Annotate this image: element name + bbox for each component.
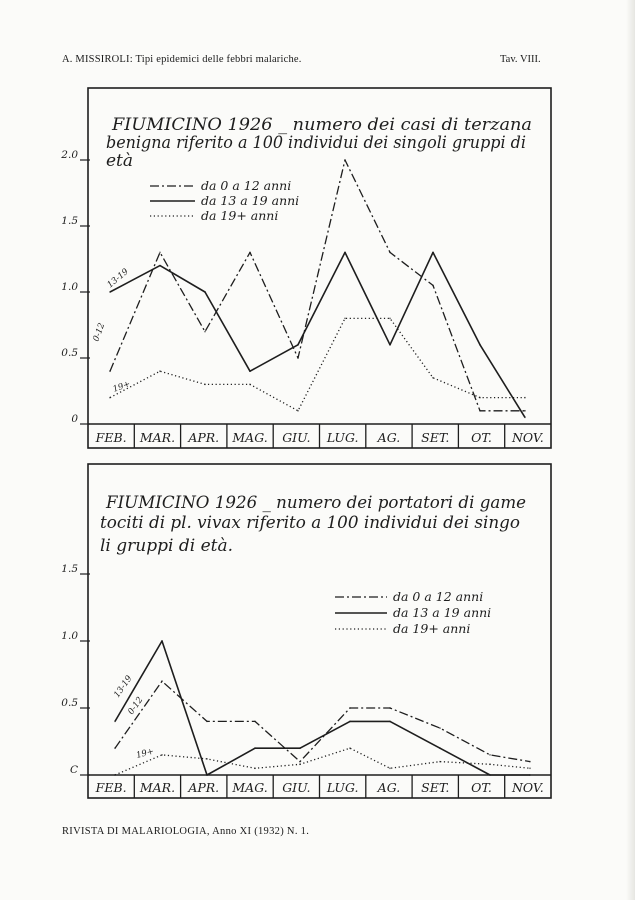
chart-title-line: tociti di pl. vivax riferito a 100 individui dei singo xyxy=(100,513,520,533)
data-point-19+ xyxy=(254,767,256,769)
x-tick-label: MAR. xyxy=(139,780,176,795)
x-tick-label: LUG. xyxy=(326,780,359,795)
x-tick-label: NOV. xyxy=(511,430,544,445)
data-point-0-12 xyxy=(299,761,301,763)
chart-title-line: FIUMICINO 1926 _ numero dei portatori di game xyxy=(105,493,527,513)
data-point-19+ xyxy=(489,763,491,765)
x-tick-label: APR. xyxy=(188,430,220,445)
x-tick-label: SET. xyxy=(421,430,450,445)
data-point-13-19 xyxy=(389,721,391,723)
data-point-13-19 xyxy=(439,747,441,749)
data-point-0-12 xyxy=(439,727,441,729)
x-tick-label: AG. xyxy=(377,780,401,795)
x-tick-label: FEB. xyxy=(95,780,127,795)
y-tick-label: 1.0 xyxy=(61,281,78,293)
y-tick-label: 0 xyxy=(71,413,78,425)
x-tick-label: OT. xyxy=(471,430,492,445)
data-point-13-19 xyxy=(161,640,163,642)
x-tick-label: FEB. xyxy=(95,430,127,445)
data-point-13-19 xyxy=(299,747,301,749)
page-edge-shadow xyxy=(626,0,635,900)
y-tick-label: 1.5 xyxy=(61,563,78,575)
running-header: A. MISSIROLI: Tipi epidemici delle febbri malariche. xyxy=(62,54,302,65)
x-tick-label: NOV. xyxy=(511,780,544,795)
legend-label: da 19+ anni xyxy=(393,621,471,636)
data-point-13-19 xyxy=(114,721,116,723)
data-point-19+ xyxy=(299,763,301,765)
chart-title-line: età xyxy=(106,151,134,171)
x-tick-label: AG. xyxy=(377,430,401,445)
data-point-13-19 xyxy=(489,774,491,776)
y-tick-label: C xyxy=(69,764,78,776)
data-point-13-19 xyxy=(254,747,256,749)
chart-title-line: FIUMICINO 1926 _ numero dei casi di terzana xyxy=(110,115,532,135)
y-tick-label: 2.0 xyxy=(61,149,78,161)
data-point-0-12 xyxy=(389,707,391,709)
data-point-13-19 xyxy=(206,774,208,776)
data-point-0-12 xyxy=(349,707,351,709)
data-point-19+ xyxy=(161,754,163,756)
series-tag: 0-12 xyxy=(91,321,108,344)
series-tag: 13-19 xyxy=(105,266,131,291)
x-tick-label: MAG. xyxy=(232,430,268,445)
x-tick-label: APR. xyxy=(188,780,220,795)
x-tick-label: MAR. xyxy=(139,430,176,445)
data-point-13-19 xyxy=(349,721,351,723)
x-tick-label: SET. xyxy=(421,780,450,795)
legend-label: da 13 a 19 anni xyxy=(201,193,300,208)
series-tag: 19+ xyxy=(111,379,132,395)
x-tick-label: LUG. xyxy=(326,430,359,445)
data-point-0-12 xyxy=(206,721,208,723)
legend-label: da 0 a 12 anni xyxy=(201,178,292,193)
data-point-0-12 xyxy=(114,747,116,749)
x-tick-label: GIU. xyxy=(282,430,311,445)
chart-title-line: benigna riferito a 100 individui dei singoli gruppi di xyxy=(106,133,526,153)
series-line-13-19 xyxy=(115,641,530,775)
data-point-19+ xyxy=(206,758,208,760)
legend-label: da 0 a 12 anni xyxy=(393,589,484,604)
data-point-19+ xyxy=(389,767,391,769)
data-point-19+ xyxy=(529,767,531,769)
series-tag: 13-19 xyxy=(112,673,135,700)
data-point-19+ xyxy=(349,747,351,749)
x-tick-label: MAG. xyxy=(232,780,268,795)
y-tick-label: 1.5 xyxy=(61,215,78,227)
chart-title-line: li gruppi di età. xyxy=(100,536,233,556)
data-point-0-12 xyxy=(529,761,531,763)
journal-footer: RIVISTA DI MALARIOLOGIA, Anno XI (1932) N. 1. xyxy=(62,826,310,837)
legend-label: da 13 a 19 anni xyxy=(393,605,492,620)
x-tick-label: OT. xyxy=(471,780,492,795)
data-point-0-12 xyxy=(489,754,491,756)
y-tick-label: 0.5 xyxy=(61,697,78,709)
series-tag: 19+ xyxy=(135,746,156,761)
series-line-19+ xyxy=(115,748,530,775)
data-point-19+ xyxy=(114,774,116,776)
plate-number: Tav. VIII. xyxy=(500,54,541,65)
y-tick-label: 0.5 xyxy=(61,347,78,359)
data-point-19+ xyxy=(439,761,441,763)
series-tag: 0-12 xyxy=(126,695,146,717)
x-tick-label: GIU. xyxy=(282,780,311,795)
data-point-13-19 xyxy=(529,774,531,776)
y-tick-label: 1.0 xyxy=(61,630,78,642)
data-point-0-12 xyxy=(161,680,163,682)
legend-label: da 19+ anni xyxy=(201,208,279,223)
data-point-0-12 xyxy=(254,721,256,723)
series-line-0-12 xyxy=(115,681,530,761)
